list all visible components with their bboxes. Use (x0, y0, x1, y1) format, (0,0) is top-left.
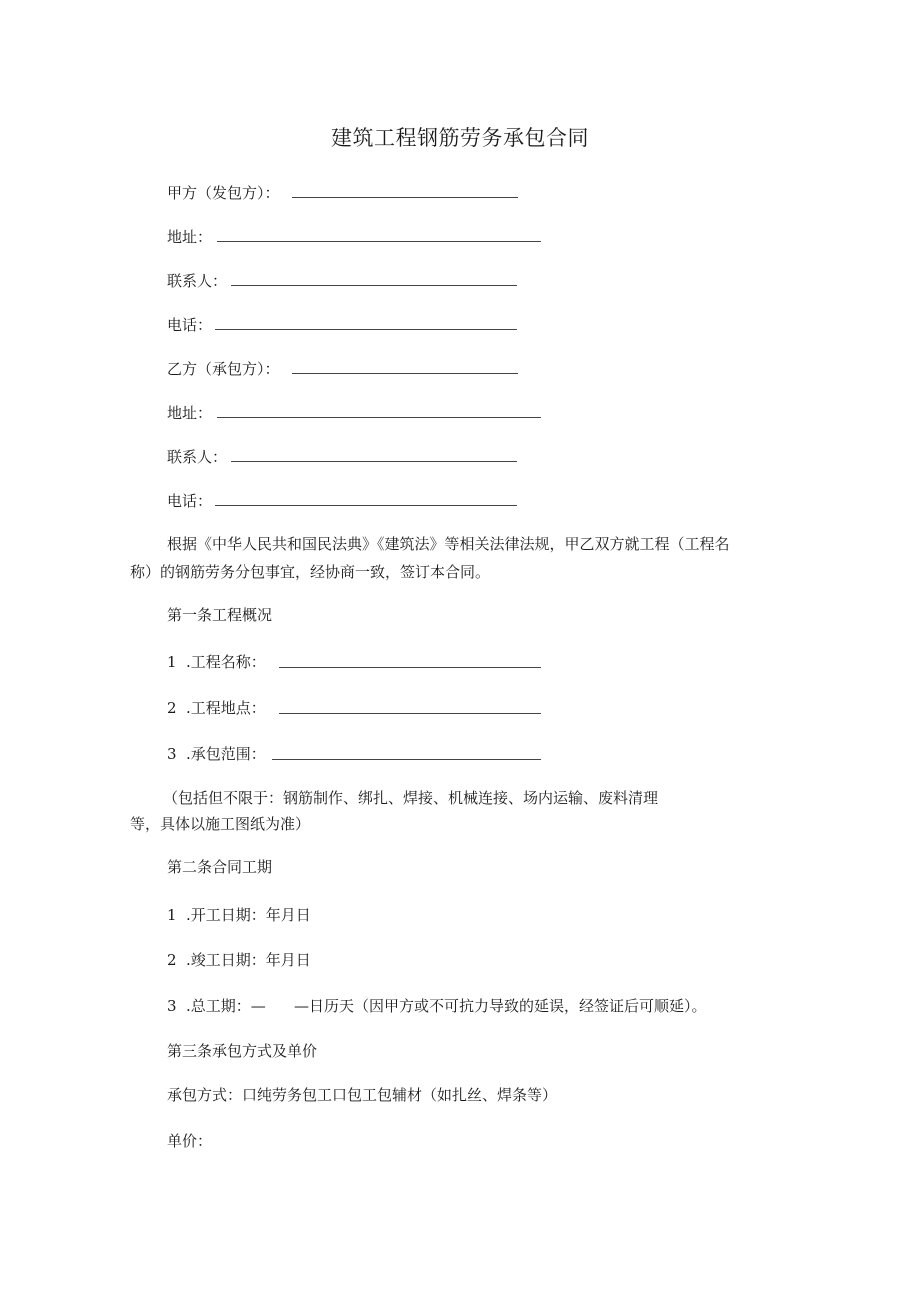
article-1-item-2-num: 2 (167, 699, 177, 717)
contract-scope-blank[interactable] (272, 759, 541, 760)
total-duration-note: —日历天（因甲方或不可抗力导致的延误，经签证后可顺延）。 (294, 997, 707, 1015)
party-b-phone-label: 电话： (167, 492, 213, 510)
article-1-item-2-label: .工程地点： (186, 699, 266, 717)
scope-note-line-1: （包括但不限于：钢筋制作、绑扎、焊接、机械连接、场内运输、废料清理 (163, 789, 659, 807)
party-a-contact-label: 联系人： (167, 272, 228, 290)
preamble-line-1: 根据《中华人民共和国民法典》《建筑法》等相关法律法规，甲乙双方就工程（工程名 (167, 535, 730, 553)
completion-date-label: .竣工日期：年月日 (186, 951, 311, 969)
party-b-contact-label: 联系人： (167, 448, 228, 466)
project-name-blank[interactable] (279, 667, 541, 668)
party-a-address-label: 地址： (167, 228, 213, 246)
party-a-blank[interactable] (292, 197, 518, 198)
party-a-phone-blank[interactable] (215, 329, 517, 330)
start-date-label: .开工日期：年月日 (186, 906, 311, 924)
unit-price-label: 单价： (167, 1132, 213, 1150)
party-b-address-label: 地址： (167, 404, 213, 422)
article-2-heading: 第二条合同工期 (167, 858, 273, 876)
party-b-label: 乙方（承包方）： (167, 360, 280, 378)
preamble-line-2: 称）的钢筋劳务分包事宜，经协商一致，签订本合同。 (130, 563, 491, 581)
article-2-item-3-num: 3 (167, 997, 177, 1015)
article-1-item-3-num: 3 (167, 745, 177, 763)
party-a-contact-blank[interactable] (231, 285, 517, 286)
contract-method: 承包方式：口纯劳务包工口包工包辅材（如扎丝、焊条等） (167, 1086, 558, 1104)
party-a-address-blank[interactable] (217, 241, 541, 242)
party-a-phone-label: 电话： (167, 316, 213, 334)
party-b-phone-blank[interactable] (215, 505, 517, 506)
party-a-label: 甲方（发包方）： (167, 184, 280, 202)
scope-note-line-2: 等，具体以施工图纸为准） (130, 815, 311, 833)
article-3-heading: 第三条承包方式及单价 (167, 1042, 318, 1060)
article-1-item-3-label: .承包范围： (186, 745, 266, 763)
total-duration-label: .总工期：— (186, 997, 266, 1015)
document-title: 建筑工程钢筋劳务承包合同 (331, 126, 589, 150)
article-2-item-1-num: 1 (167, 906, 177, 924)
party-b-blank[interactable] (292, 373, 518, 374)
article-1-heading: 第一条工程概况 (167, 606, 273, 624)
article-2-item-2-num: 2 (167, 951, 177, 969)
project-location-blank[interactable] (279, 713, 541, 714)
article-1-item-1-label: .工程名称： (186, 653, 266, 671)
party-b-address-blank[interactable] (217, 417, 541, 418)
article-1-item-1-num: 1 (167, 653, 177, 671)
party-b-contact-blank[interactable] (231, 461, 517, 462)
